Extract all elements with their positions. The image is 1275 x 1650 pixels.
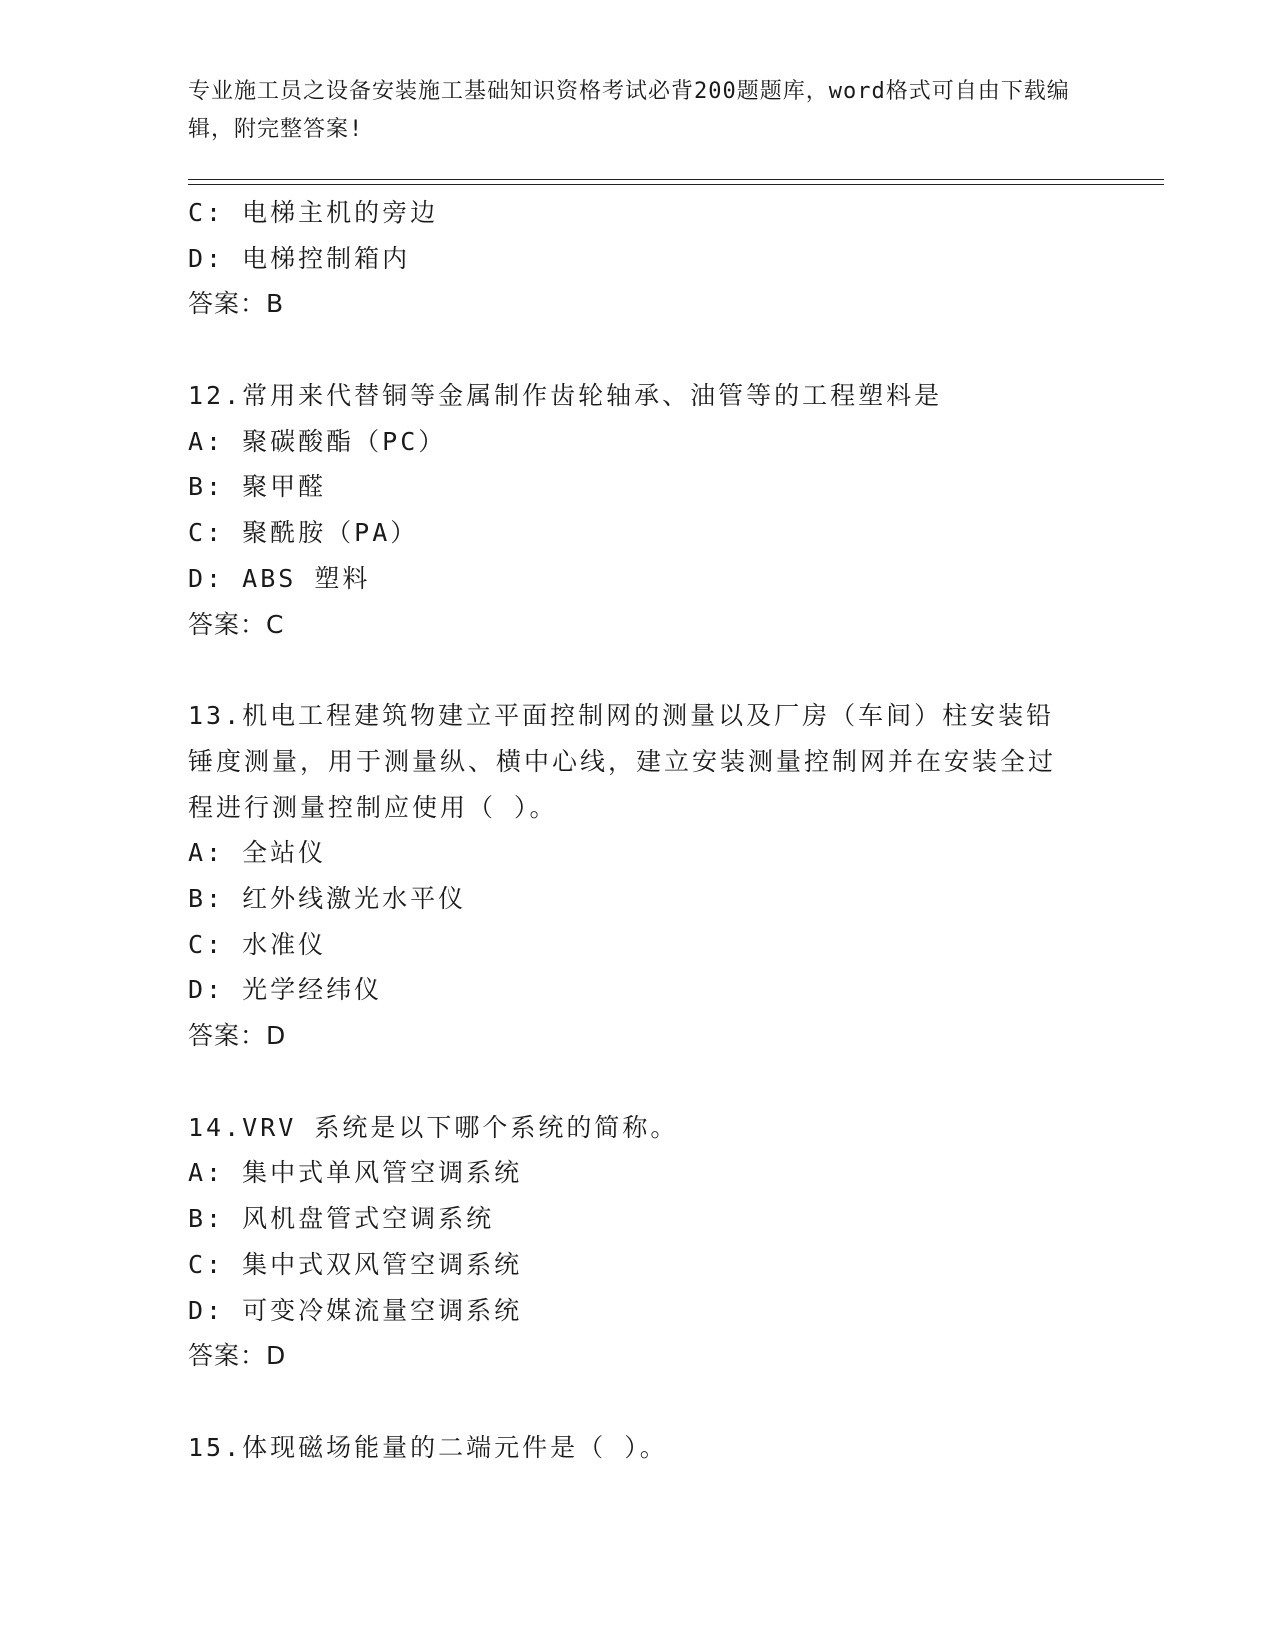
- question-13-stem: 13.机电工程建筑物建立平面控制网的测量以及厂房（车间）柱安装铅锤度测量，用于测量纵、横中心线，建立安装测量控制网并在安装全过程进行测量控制应使用（ ）。: [188, 701, 1057, 822]
- option-c: C: 集中式双风管空调系统: [188, 1249, 523, 1279]
- answer-line: 答案：D: [188, 1341, 287, 1371]
- answer-line: 答案：C: [188, 609, 285, 639]
- answer-line: 答案：B: [188, 289, 285, 319]
- option-c: C: 聚酰胺（PA）: [188, 518, 419, 548]
- answer-line: 答案：D: [188, 1021, 287, 1051]
- option-c: C: 电梯主机的旁边: [188, 198, 439, 227]
- option-d: D: 可变冷媒流量空调系统: [188, 1295, 523, 1325]
- document-header: 专业施工员之设备安装施工基础知识资格考试必背200题题库，word格式可自由下载编辑，附完整答案!: [188, 79, 1070, 142]
- header-divider-bottom: [188, 184, 1164, 185]
- question-15-stem: 15.体现磁场能量的二端元件是（ ）。: [188, 1432, 668, 1462]
- header-divider-top: [188, 179, 1164, 180]
- option-d: D: ABS 塑料: [188, 563, 371, 593]
- option-d: D: 光学经纬仪: [188, 975, 383, 1005]
- question-content: [188, 190, 1088, 1471]
- option-d: D: 电梯控制箱内: [188, 243, 411, 273]
- option-b: B: 红外线激光水平仪: [188, 884, 467, 913]
- option-a: A: 全站仪: [188, 838, 327, 868]
- question-14-stem: 14.VRV 系统是以下哪个系统的简称。: [188, 1112, 679, 1142]
- option-a: A: 聚碳酸酯（PC）: [188, 426, 447, 456]
- option-a: A: 集中式单风管空调系统: [188, 1158, 523, 1188]
- question-12-stem: 12.常用来代替铜等金属制作齿轮轴承、油管等的工程塑料是: [188, 381, 943, 411]
- option-b: B: 聚甲醛: [188, 472, 327, 502]
- option-c: C: 水准仪: [188, 929, 327, 959]
- option-b: B: 风机盘管式空调系统: [188, 1204, 495, 1234]
